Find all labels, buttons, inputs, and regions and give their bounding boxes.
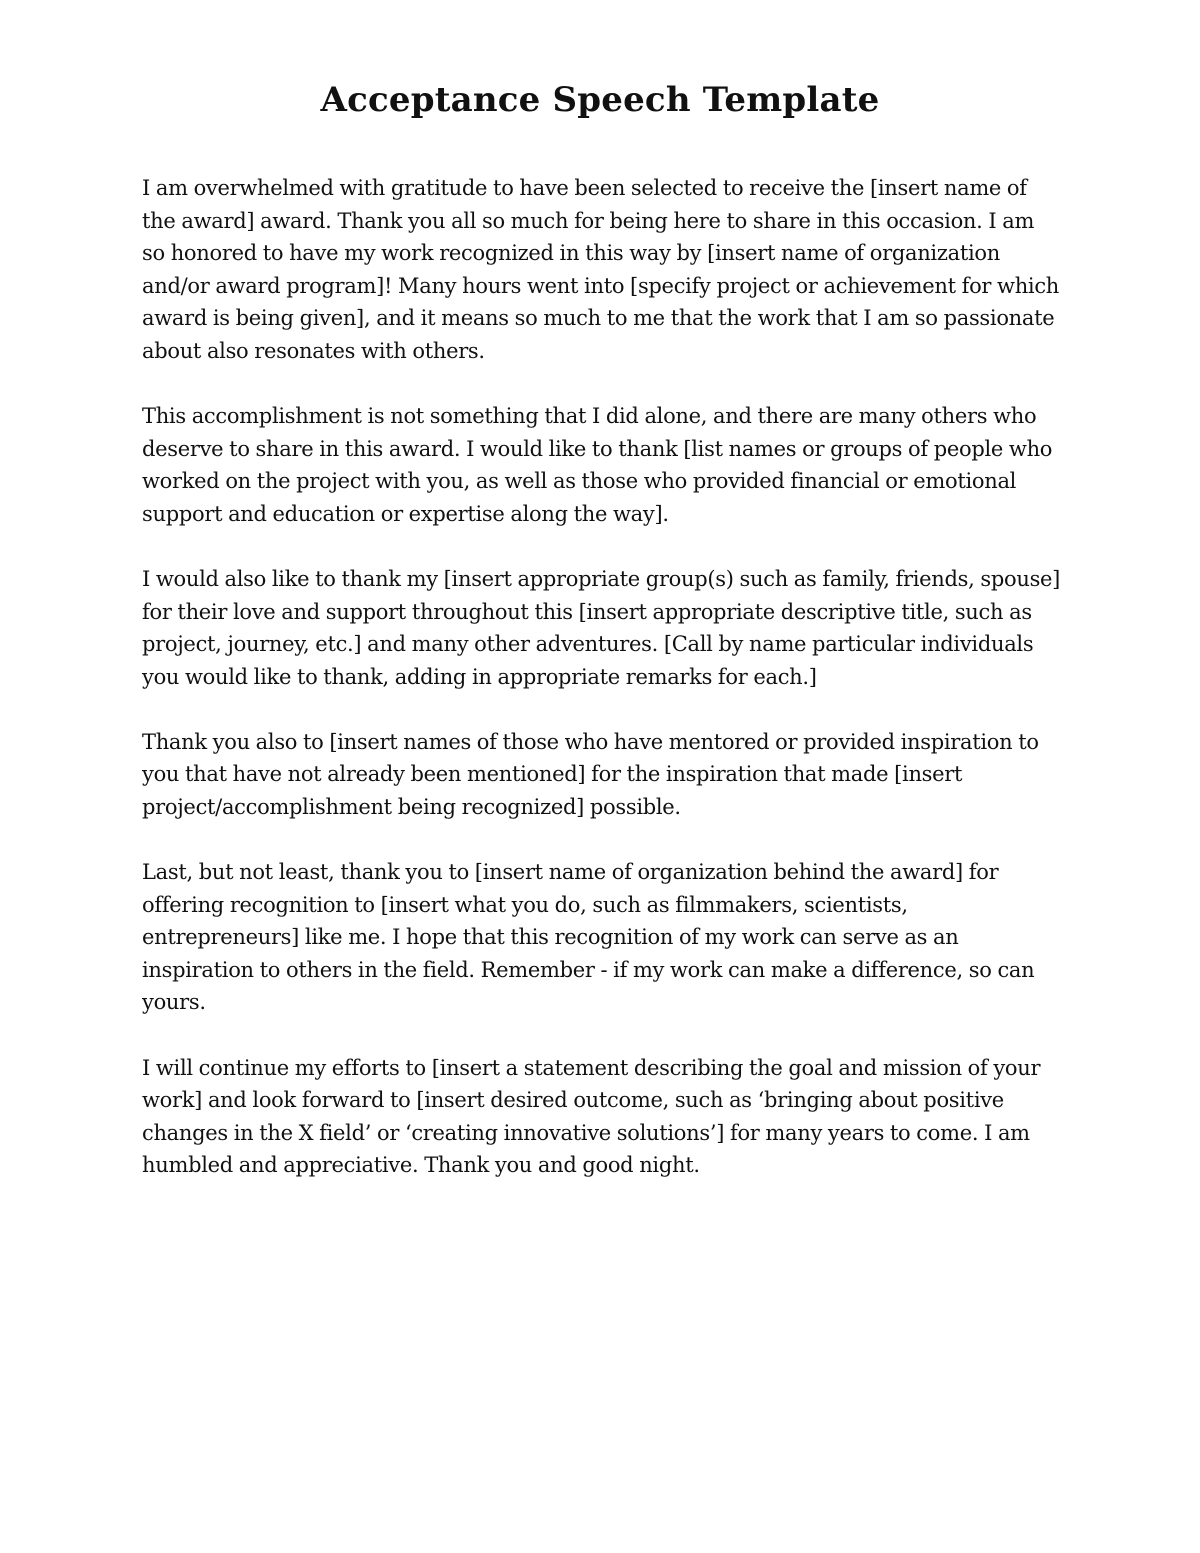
paragraph-closing: I will continue my efforts to [insert a statement describing the goal and mission of your work] and look forward to [insert desired outcome, such as ‘bringing about positive changes in the X field’ or ‘creating innovative solutions’] for many years to come. I am humbled and appreciative. Thank you and good night. xyxy=(142,1055,1041,1178)
paragraph-mentor-thanks: Thank you also to [insert names of those who have mentored or provided inspiration to you that have not already been mentioned] for the inspiration that made [insert project/accomplishment being recognized] possible. xyxy=(142,729,1039,819)
paragraph-team-thanks: This accomplishment is not something that I did alone, and there are many others who deserve to share in this award. I would like to thank [list names or groups of people who worked on the project with you, as well as those who provided financial or emotional support and education or expertise along the way]. xyxy=(142,404,1053,526)
paragraph-family-thanks: I would also like to thank my [insert appropriate group(s) such as family, friends, spouse] for their love and support throughout this [insert appropriate descriptive title, such as project, journey, etc.] and many other adventures. [Call by name particular individuals you would like to thank, adding in appropriate remarks for each.] xyxy=(142,566,1061,689)
paragraph-gratitude: I am overwhelmed with gratitude to have been selected to receive the [insert name of the award] award. Thank you all so much for being here to share in this occasion. I am so honored to have my work recognized in this way by [insert name of organization and/or award program]! Many hours went into [specify project or achievement for which award is being given], and it means so much to me that the work that I am so passionate about also resonates with others. xyxy=(142,176,1060,363)
document-title: Acceptance Speech Template xyxy=(320,80,880,120)
paragraph-organization-thanks: Last, but not least, thank you to [insert name of organization behind the award] for offering recognition to [insert what you do, such as filmmakers, scientists, entrepreneurs] like me. I hope that this recognition of my work can serve as an inspiration to others in the field. Remember - if my work can make a difference, so can yours. xyxy=(142,860,1035,1015)
document-body xyxy=(142,172,1062,1214)
